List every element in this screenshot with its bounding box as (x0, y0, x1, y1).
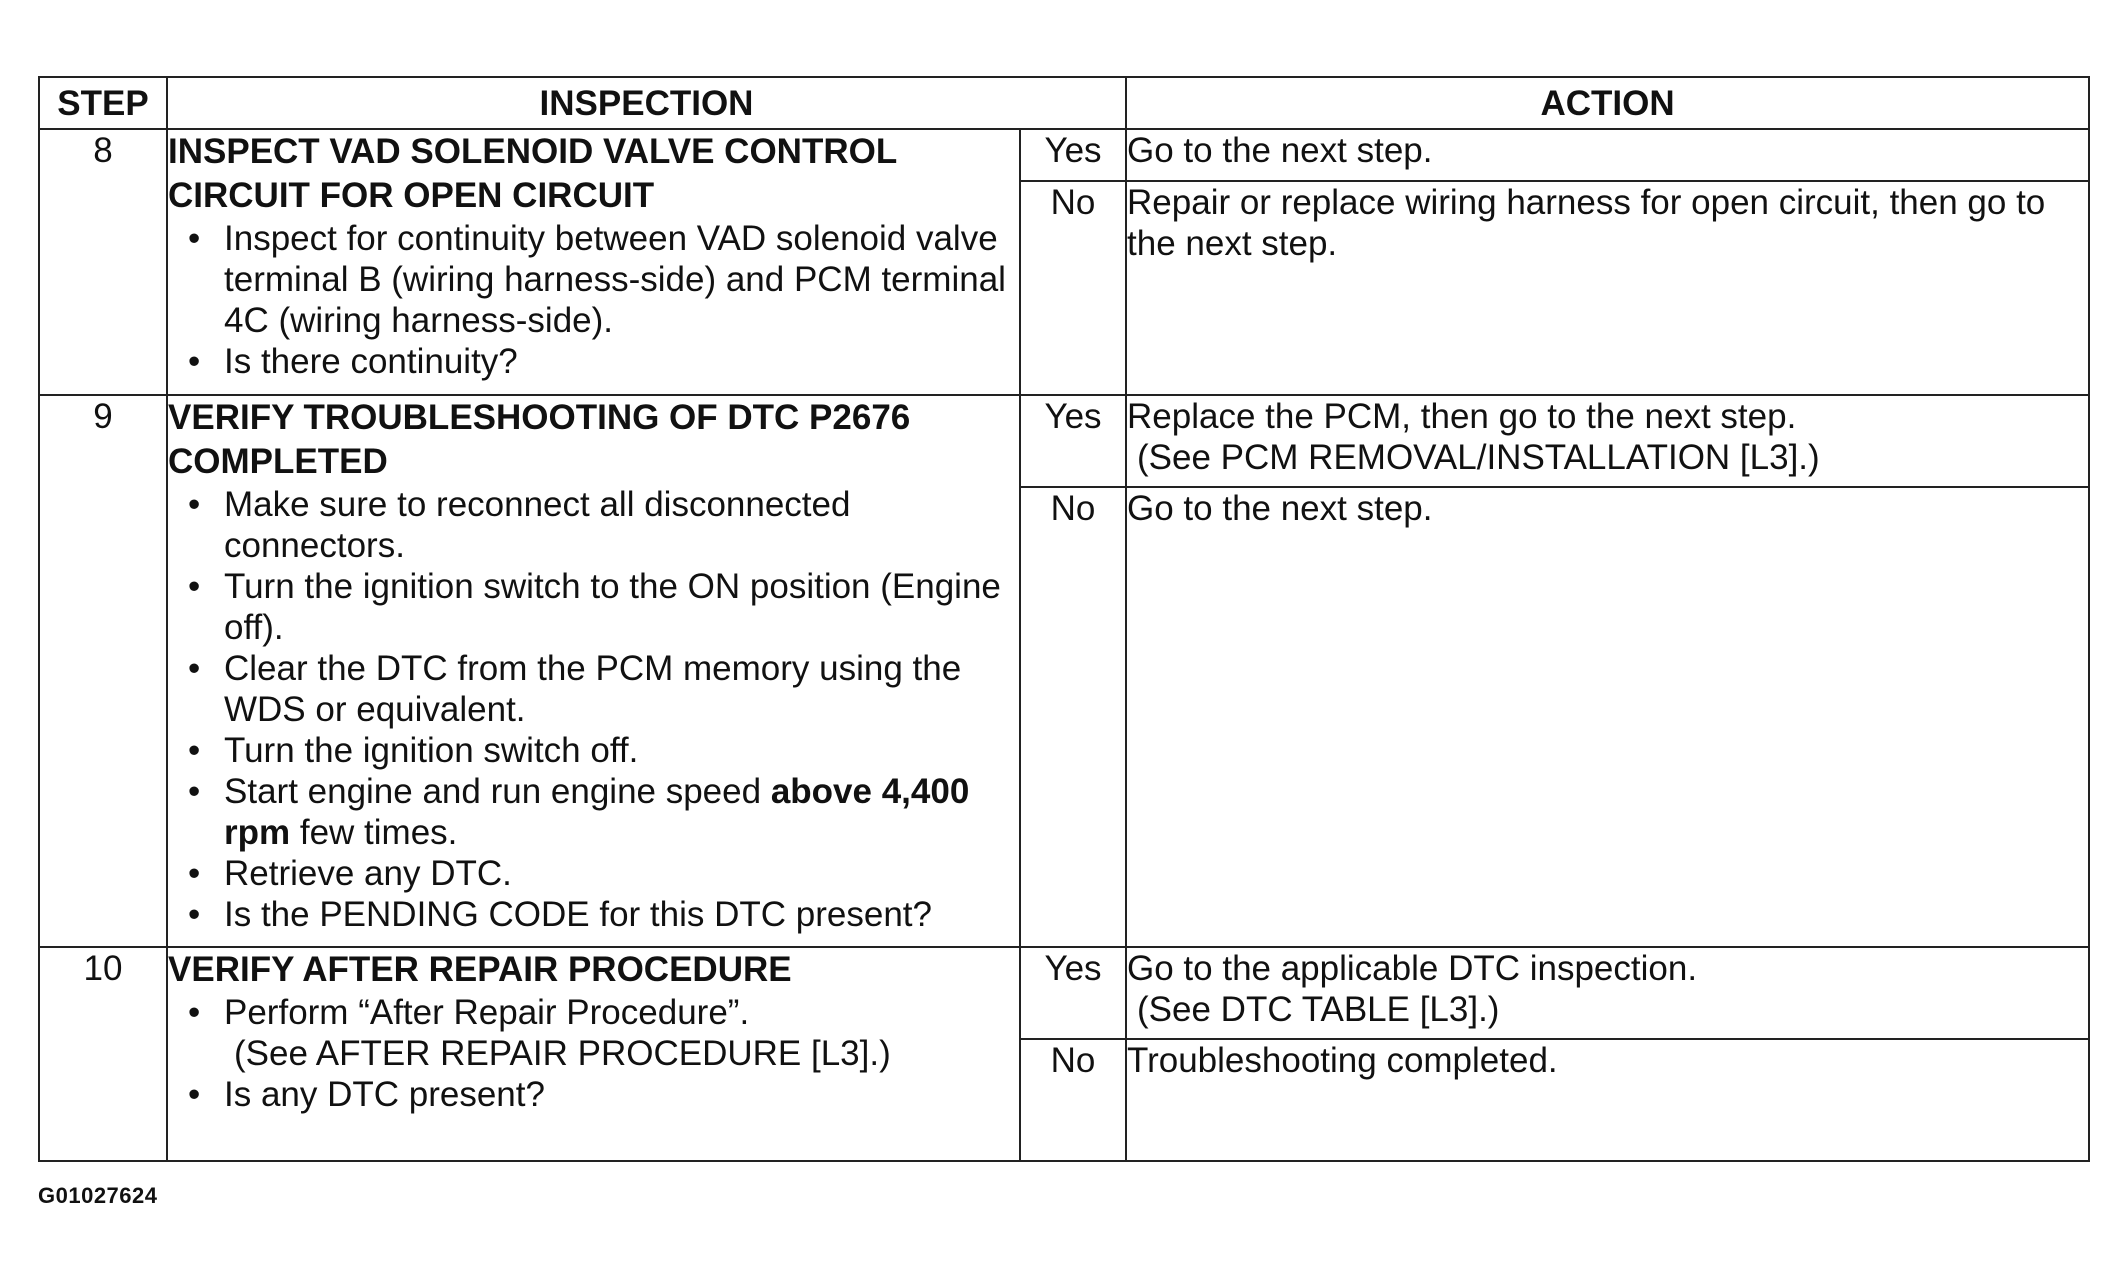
inspection-title: VERIFY AFTER REPAIR PROCEDURE (168, 950, 792, 989)
yes-action: Go to the next step. (1126, 129, 2089, 181)
inspection-cell (167, 947, 1020, 1161)
no-label: No (1020, 487, 1126, 947)
inspection-bullet: • Inspect for continuity between VAD solenoid valve terminal B (wiring harness-side) and PCM terminal 4C (wiring harness-side). (168, 218, 1019, 341)
header-inspection: INSPECTION (167, 77, 1126, 129)
inspection-cell (167, 395, 1020, 947)
bullet-text: few times. (299, 813, 458, 852)
table-row-step-8 (39, 129, 2089, 181)
no-label: No (1020, 1039, 1126, 1161)
inspection-cell (167, 129, 1020, 395)
header-action: ACTION (1126, 77, 2089, 129)
no-label: No (1020, 181, 1126, 395)
table-row-step-10 (39, 947, 2089, 1039)
yes-action-reference: (See PCM REMOVAL/INSTALLATION [L3].) (1137, 438, 1820, 477)
inspection-bullet: • Turn the ignition switch to the ON position (Engine off). (168, 566, 1019, 648)
inspection-bullet: • Turn the ignition switch off. (168, 730, 1019, 771)
yes-label: Yes (1020, 947, 1126, 1039)
inspection-bullet: • Clear the DTC from the PCM memory using the WDS or equivalent. (168, 648, 1019, 730)
yes-action-cell (1126, 947, 2089, 1039)
step-number: 8 (39, 129, 167, 395)
bullet-reference: (See AFTER REPAIR PROCEDURE [L3].) (234, 1034, 891, 1073)
yes-action-cell (1126, 395, 2089, 487)
inspection-title: INSPECT VAD SOLENOID VALVE CONTROL CIRCUIT FOR OPEN CIRCUIT (168, 132, 897, 215)
inspection-bullet: • Is the PENDING CODE for this DTC present? (168, 894, 1019, 935)
inspection-title: VERIFY TROUBLESHOOTING OF DTC P2676 COMPLETED (168, 398, 911, 481)
inspection-bullet (168, 992, 1019, 1074)
yes-label: Yes (1020, 129, 1126, 181)
no-action: Troubleshooting completed. (1126, 1039, 2089, 1161)
inspection-bullets (168, 218, 1019, 382)
inspection-bullets (168, 992, 1019, 1115)
step-number: 9 (39, 395, 167, 947)
header-step: STEP (39, 77, 167, 129)
diagnostic-table (38, 76, 2090, 1162)
no-action: Go to the next step. (1126, 487, 2089, 947)
inspection-bullet: • Make sure to reconnect all disconnected connectors. (168, 484, 1019, 566)
no-action: Repair or replace wiring harness for open circuit, then go to the next step. (1126, 181, 2089, 395)
yes-label: Yes (1020, 395, 1126, 487)
figure-code: G01027624 (38, 1183, 158, 1208)
inspection-bullet: • Is there continuity? (168, 341, 1019, 382)
inspection-bullet: • Is any DTC present? (168, 1074, 1019, 1115)
table-row-step-9 (39, 395, 2089, 487)
inspection-bullet (168, 771, 1019, 853)
yes-action-reference: (See DTC TABLE [L3].) (1137, 990, 1500, 1029)
inspection-bullets (168, 484, 1019, 935)
bullet-bold-text: above 4,400 rpm (224, 772, 970, 852)
yes-action: Replace the PCM, then go to the next step. (1127, 397, 1797, 436)
table-header-row (39, 77, 2089, 129)
bullet-text: Start engine and run engine speed (224, 772, 762, 811)
bullet-text: Perform “After Repair Procedure”. (224, 993, 750, 1032)
yes-action: Go to the applicable DTC inspection. (1127, 949, 1698, 988)
inspection-bullet: • Retrieve any DTC. (168, 853, 1019, 894)
step-number: 10 (39, 947, 167, 1161)
